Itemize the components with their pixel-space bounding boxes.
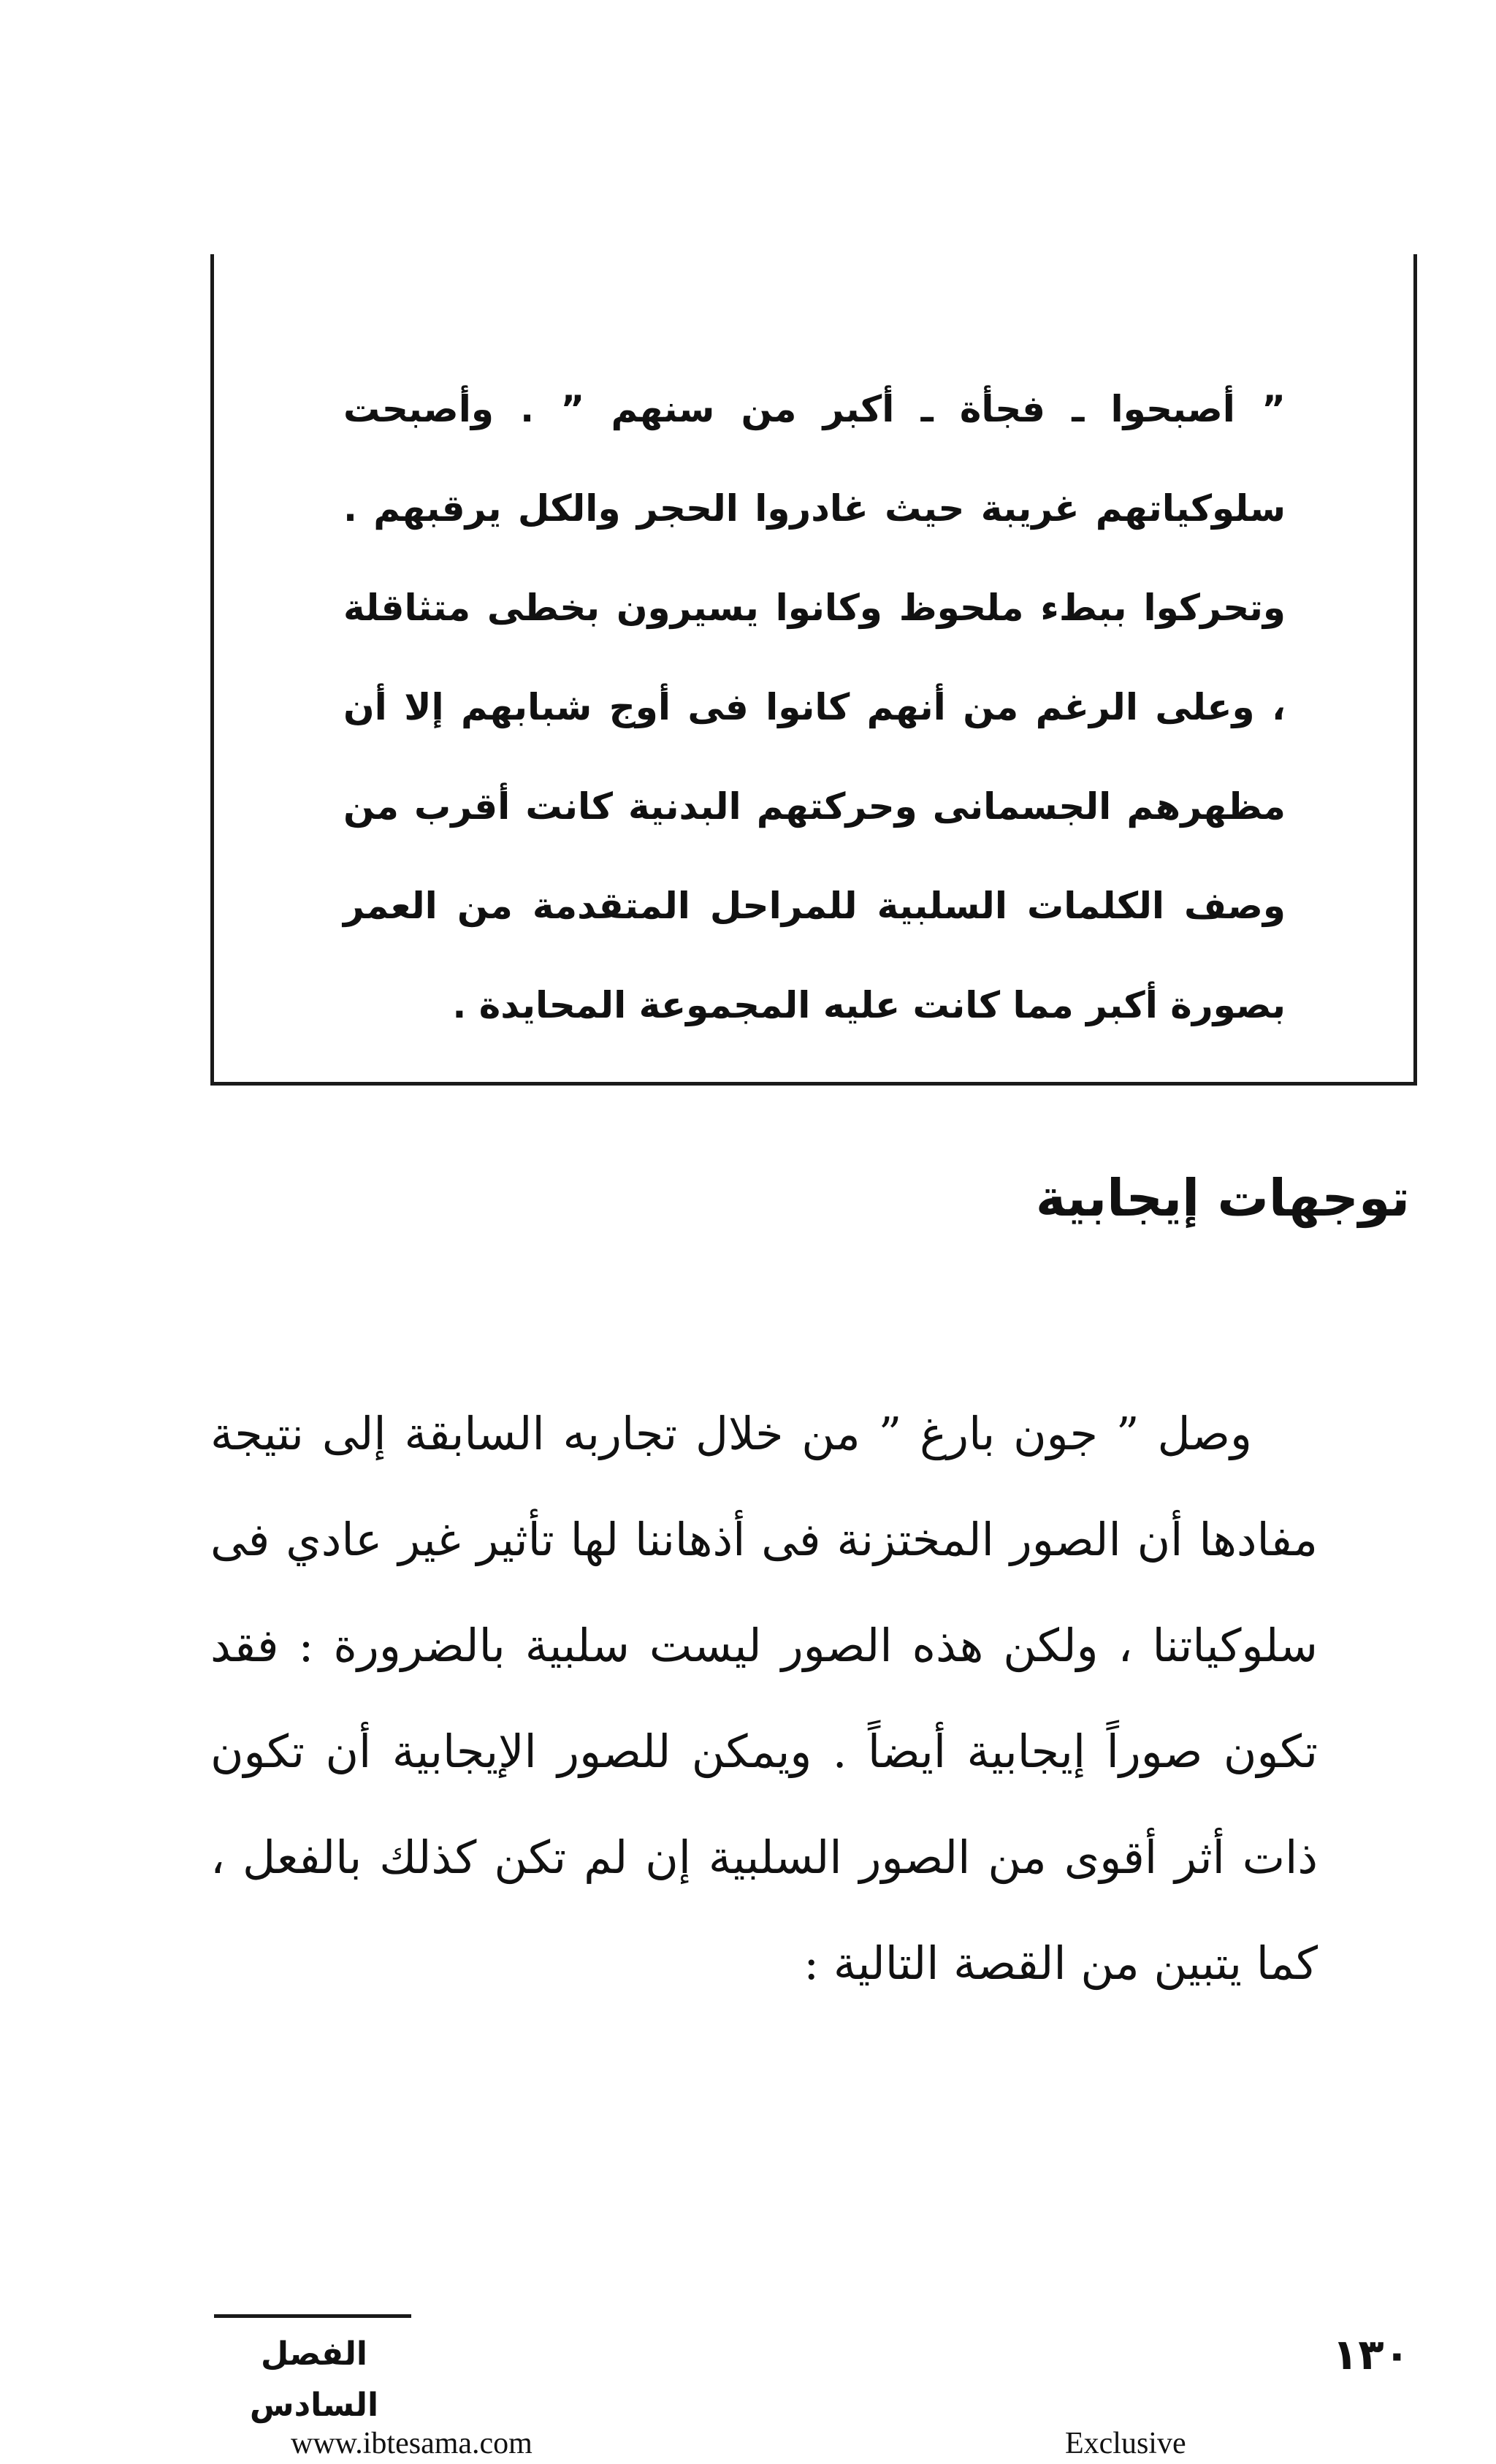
section-heading: توجهات إيجابية	[1035, 1168, 1410, 1228]
exclusive-label: Exclusive	[1065, 2427, 1186, 2460]
chapter-label: الفصل السادس	[249, 2335, 379, 2424]
page-number: ١٣٠	[1332, 2330, 1410, 2379]
site-url: www.ibtesama.com	[291, 2427, 533, 2460]
quote-text: ” أصبحوا ـ فجأة ـ أكبر من سنهم ” . وأصبحت سلوكياتهم غريبة حيث غادروا الحجر والكل يرقبهم . وتحركوا ببطء ملحوظ وكانوا يسيرون بخطى متثاقلة ، وعلى الرغم من أنهم كانوا فى أوج شبابهم إلا أن مظهرهم الجسمانى وحركتهم البدنية كانت أقرب من وصف الكلمات السلبية للمراحل المتقدمة من العمر بصورة أكبر مما كانت عليه المجموعة المحايدة .	[343, 388, 1286, 1026]
body-paragraph: وصل ” جون بارغ ” من خلال تجاربه السابقة إلى نتيجة مفادها أن الصور المختزنة فى أذهاننا لها تأثير غير عادي فى سلوكياتنا ، ولكن هذه الصور ليست سلبية بالضرورة : فقد تكون صوراً إيجابية أيضاً . ويمكن للصور الإيجابية أن تكون ذات أثر أقوى من الصور السلبية إن لم تكن كذلك بالفعل ، كما يتبين من القصة التالية :	[210, 1407, 1318, 1990]
footer-rule	[214, 2314, 411, 2318]
